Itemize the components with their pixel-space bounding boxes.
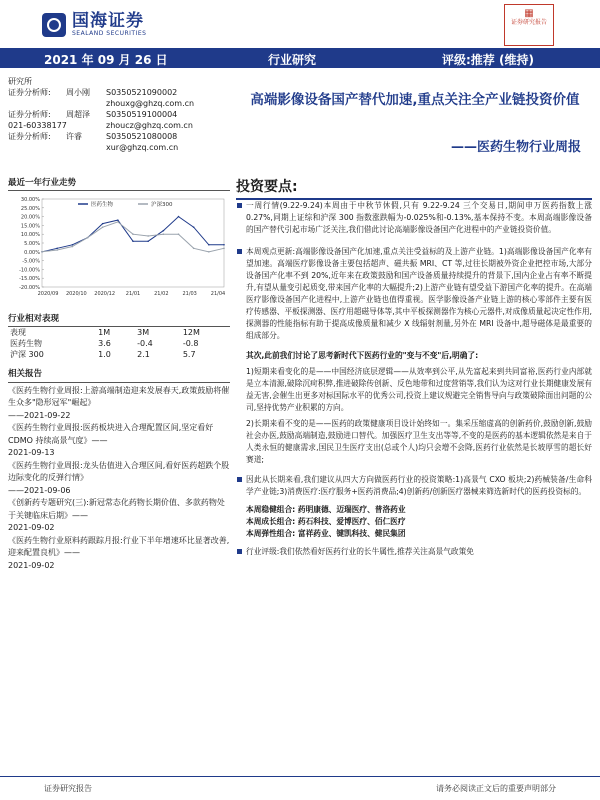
data-point <box>147 240 149 242</box>
data-point <box>72 246 74 248</box>
institute-label: 研究所 <box>8 77 32 86</box>
report-subtitle: ——医药生物行业周报 <box>450 140 581 155</box>
related-report-item[interactable]: 《医药生物行业周报:上游高端制造迎来发展春天,政策鼓励将催生众多"隐形冠军"崛起》 ——2021-09-22 <box>8 385 230 420</box>
footer-right: 请务必阅读正文后的重要声明部分 <box>436 784 556 793</box>
logo-text: 国海证券 <box>72 11 144 31</box>
y-tick-label: 30.00% <box>20 197 40 203</box>
data-point <box>223 244 225 246</box>
analyst-block <box>8 76 230 153</box>
y-tick-label: 0.00% <box>24 249 40 256</box>
series-line <box>42 222 224 252</box>
portfolio-item: 本周稳健组合: 药明康德、迈瑞医疗、普洛药业 <box>246 505 406 514</box>
related-report-item[interactable]: 《医药生物行业原料药跟踪月报:行业下半年增速环比显著改善,迎来配置良机》—— 2021-09-02 <box>8 535 230 570</box>
analyst-row: 证券分析师: 周小刚 S0350521090002 <box>8 88 178 97</box>
related-reports-block <box>8 368 230 572</box>
footer-left: 证券研究报告 <box>44 784 92 793</box>
data-point <box>87 237 89 239</box>
portfolio-item: 本周弹性组合: 富祥药业、键凯科技、健民集团 <box>246 529 406 538</box>
paragraph-weekly: 一周行情(9.22-9.24)本周由于中秋节休假,只有 9.22-9.24 三个交易日,期间申万医药指数上涨 0.27%,同期上证综和沪深 300 指数涨跌幅为-0.025%和-0.13%,基本保持不变。本周高端影像设备的国产替代引起市场广泛关注,我们借此讨论高端影像设备国产化进程中的产业链投资价值。 <box>246 200 592 236</box>
analyst-email[interactable]: xur@ghzq.com.cn <box>106 143 179 152</box>
x-tick-label: 21/02 <box>154 291 169 297</box>
table-row: 沪深 300 1.0 2.1 5.7 <box>10 350 196 359</box>
performance-table <box>8 327 230 360</box>
bullet-icon <box>237 477 242 482</box>
analyst-email[interactable]: zhouxg@ghzq.com.cn <box>106 99 195 108</box>
y-tick-label: -5.00% <box>22 258 40 265</box>
related-report-item[interactable]: 《医药生物行业周报:龙头估值进入合理区间,看好医药超跌个股边际变化的反弹行情》 ——2021-09-06 <box>8 460 230 495</box>
analyst-email[interactable]: zhoucz@ghzq.com.cn <box>106 121 193 130</box>
data-point <box>193 247 195 249</box>
paragraph-short-term: 1)短期来看变化的是——中国经济底层逻辑——从效率到公平,从先富起来到共同富裕,医药行业内部就是立本清源,破除沉疴积弊,推进破除传创新、反色地带和过度营销等,我们认为这对行业长期健康发展有益无害,会催生出更多对标国际水平的优秀公司,投资上建议规避完全销售导向与政策破除面出问题的公司,坚持优势产业积累的方向。 <box>246 367 592 412</box>
report-rating: 评级:推荐 (维持) <box>442 53 534 67</box>
performance-title: 行业相对表现 <box>8 314 230 327</box>
analyst-row: 证券分析师: 许睿 S0350521080008 <box>8 132 178 141</box>
data-point <box>132 240 134 242</box>
y-tick-label: -20.00% <box>19 285 40 291</box>
y-tick-label: -10.00% <box>19 267 40 274</box>
data-point <box>117 219 119 221</box>
report-category: 行业研究 <box>268 53 317 67</box>
main-body <box>246 200 592 558</box>
x-tick-label: 2020/10 <box>65 291 87 297</box>
paragraph-rating: 行业评级:我们依然看好医药行业的长牛属性,推荐关注高景气政策免 <box>246 546 592 558</box>
data-point <box>117 221 119 223</box>
data-point <box>208 244 210 246</box>
chart-title: 最近一年行业走势 <box>8 178 230 191</box>
paragraph-strategy: 因此从长期来看,我们建议从四大方向做医药行业的投资策略:1)高景气 CXO 板块;2)药械装备/生命科学产业链;3)消费医疗:医疗服务+医药消费品;4)创新药/创新医疗器械来筛选新时代的医药投资标的。 <box>246 474 592 498</box>
bullet-icon <box>237 203 242 208</box>
y-tick-label: 5.00% <box>24 241 40 247</box>
legend-label: 沪深300 <box>151 202 173 208</box>
table-row: 医药生物 3.6 -0.4 -0.8 <box>10 339 199 348</box>
x-tick-label: 2020/09 <box>37 291 59 297</box>
plot-frame <box>42 199 224 287</box>
trend-chart <box>8 191 230 299</box>
data-point <box>102 223 104 225</box>
logo-text-en: SEALAND SECURITIES <box>72 30 147 37</box>
data-point <box>56 249 58 251</box>
related-report-item[interactable]: 《创新药专题研究(三):新冠常态化药物长期价值、多款药物处于关键临床后期》—— 2021-09-02 <box>8 498 225 532</box>
data-point <box>56 247 58 249</box>
stamp-icon: ▦ <box>524 8 534 19</box>
data-point <box>163 230 165 232</box>
key-points-heading: 投资要点: <box>236 176 592 200</box>
data-point <box>147 235 149 237</box>
y-tick-label: -15.00% <box>19 276 40 283</box>
portfolio-item: 本周成长组合: 药石科技、爱博医疗、佰仁医疗 <box>246 517 406 526</box>
x-tick-label: 2020/12 <box>94 291 116 297</box>
table-header-row: 表现 1M 3M 12M <box>10 328 200 337</box>
performance-block <box>8 314 230 360</box>
data-point <box>208 251 210 253</box>
page-footer <box>0 776 600 793</box>
y-tick-label: 25.00% <box>20 205 40 212</box>
data-point <box>132 233 134 235</box>
logo-icon <box>42 13 66 37</box>
company-logo <box>42 10 202 40</box>
bullet-icon <box>237 549 242 554</box>
related-report-item[interactable]: 《医药生物行业周报:医药板块进入合理配置区间,坚定看好 CDMO 持续高景气度》—— 2021-09-13 <box>8 423 214 457</box>
data-point <box>72 244 74 246</box>
data-point <box>223 247 225 249</box>
y-tick-label: 15.00% <box>20 223 40 230</box>
paragraph-change: 其次,此前我们讨论了思考新时代下医药行业的"变与不变"后,明确了: <box>246 351 479 360</box>
x-tick-label: 21/01 <box>125 291 141 297</box>
data-point <box>178 216 180 218</box>
x-tick-label: 21/03 <box>182 291 197 297</box>
data-point <box>163 233 165 235</box>
x-tick-label: 21/04 <box>210 291 226 297</box>
analyst-row: 证券分析师: 周超泽 S0350519100004 <box>8 110 178 119</box>
date-banner <box>0 48 600 68</box>
stamp-text: 证券研究报告 <box>510 19 547 26</box>
y-tick-label: 10.00% <box>20 232 40 239</box>
data-point <box>41 251 43 253</box>
paragraph-view: 本周观点更新:高端影像设备国产化加速,重点关注受益标的及上游产业链。1)高端影像设备国产化率有望加速。高端医疗影像设备主要包括超声、磁共振 MRI、CT 等,过往长期被外资企业把控市场,大部分设备国产化率不到 20%,近年来在政策鼓励和国产设备质量持续提升的背景下,国内企业占有率不断提升,有望从量变引起质变,带来国产化率的大幅提升;2)上游产业链有望受益下游国产化率的提升。在高端医疗影像设备国产化进程中,上游产业链也值得重视。医学影像设备产业链上游的核心零部件主要有医疗传感器、平板探测器、医疗用超磁导体等,其中平板探测器作为核心元器件,对成像质量起决定性作用,探测器的性能指标有助于提高成像质量和减少 X 线辐射剂量,另外在 MRI 设备中,超导磁体是最重要的组成部分。 <box>246 246 592 342</box>
report-date: 2021 年 09 月 26 日 <box>44 53 168 67</box>
y-tick-label: 20.00% <box>20 214 40 221</box>
legend-label: 医药生物 <box>91 202 114 208</box>
analyst-row: 021-60338177 zhoucz@ghzq.com.cn <box>8 121 193 130</box>
portfolio-list <box>246 504 592 540</box>
data-point <box>102 226 104 228</box>
paragraph-long-term: 2)长期来看不变的是——医药的政策健康项目设计始终如一。集采压缩虚高的创新药价,鼓励创新,鼓励社会办医,鼓励高端制造,鼓励进口替代。加强医疗卫生支出等等,不变的是医药的基本逻辑依然是来自于人类永恒的健康需求,国民卫生医疗支出(总或个人)均只会增不会降,医药行业依然是长坡厚雪的超长好赛道; <box>246 419 592 464</box>
bullet-icon <box>237 249 242 254</box>
report-stamp <box>504 4 554 46</box>
data-point <box>178 233 180 235</box>
data-point <box>193 226 195 228</box>
report-title: 高端影像设备国产替代加速,重点关注全产业链投资价值 <box>250 92 580 108</box>
trend-chart-block <box>8 178 230 299</box>
related-title: 相关报告 <box>8 368 230 383</box>
